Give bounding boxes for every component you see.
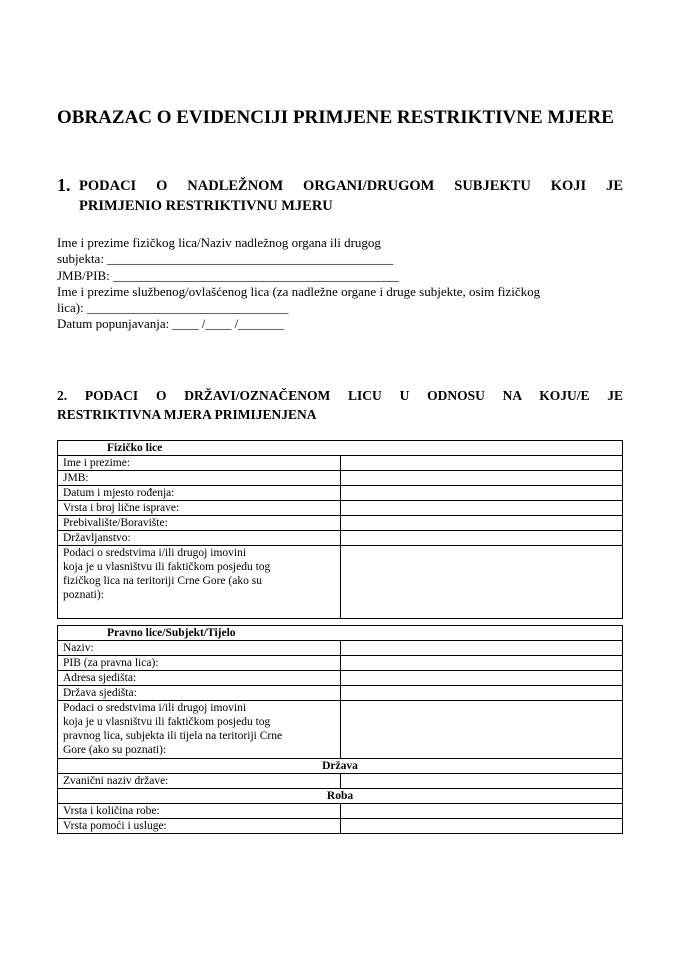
- fizicko-lice-header: Fizičko lice: [58, 441, 623, 456]
- imovina-line: pravnog lica, subjekta ili tijela na teritoriji Crne: [63, 730, 283, 742]
- field-date[interactable]: Datum popunjavanja: ____ /____ /_______: [57, 316, 284, 332]
- row-label: Prebivalište/Boravište:: [58, 516, 341, 531]
- field-official-line-1: Ime i prezime službenog/ovlašćenog lica (za nadležne organe i druge subjekte, osim fizičkog: [57, 283, 541, 299]
- table-group-header: [58, 441, 623, 456]
- row-value[interactable]: [341, 501, 623, 516]
- section-1-line-2: PRIMJENIO RESTRIKTIVNU MJERU: [79, 198, 333, 214]
- row-label: Država sjedišta:: [58, 686, 341, 701]
- table-row: [58, 701, 623, 759]
- row-label: Naziv:: [58, 641, 341, 656]
- field-official-line-2[interactable]: lica): _______________________________: [57, 300, 289, 316]
- row-label: JMB:: [58, 471, 341, 486]
- section-2-heading: [57, 386, 623, 424]
- table-row: [58, 516, 623, 531]
- row-label: Vrsta i količina robe:: [58, 804, 341, 819]
- table-row: [58, 819, 623, 834]
- table-row: [58, 686, 623, 701]
- field-name-line-1: Ime i prezime fizičkog lica/Naziv nadležnog organa ili drugog: [57, 235, 381, 250]
- section-2-line-1: 2. PODACI O DRŽAVI/OZNAČENOM LICU U ODNOSU NA KOJU/E JE: [57, 388, 623, 403]
- row-value[interactable]: [341, 701, 623, 759]
- table-row: [58, 501, 623, 516]
- row-label: Adresa sjedišta:: [58, 671, 341, 686]
- imovina-line: fizičkog lica na teritoriji Crne Gore (ako su: [63, 575, 262, 587]
- row-value[interactable]: [341, 456, 623, 471]
- table-row: [58, 486, 623, 501]
- section-1-number: 1.: [57, 175, 71, 195]
- imovina-line: poznati):: [63, 589, 104, 601]
- row-label-imovina: [58, 546, 341, 619]
- row-label: PIB (za pravna lica):: [58, 656, 341, 671]
- row-value[interactable]: [341, 671, 623, 686]
- submitter-fields: [57, 235, 627, 333]
- table-row: [58, 641, 623, 656]
- row-label: Vrsta i broj lične isprave:: [58, 501, 341, 516]
- pravno-lice-header: Pravno lice/Subjekt/Tijelo: [58, 626, 623, 641]
- field-name-line-2[interactable]: subjekta: ____________________________________________: [57, 251, 394, 267]
- section-1-heading: [57, 176, 623, 216]
- imovina-line: Gore (ako su poznati):: [63, 744, 167, 756]
- row-label: Zvanični naziv države:: [58, 774, 341, 789]
- table-row: [58, 774, 623, 789]
- row-value[interactable]: [341, 656, 623, 671]
- row-label: Ime i prezime:: [58, 456, 341, 471]
- row-value[interactable]: [341, 516, 623, 531]
- imovina-line: koja je u vlasništvu ili faktičkom posjedu tog: [63, 561, 271, 573]
- row-value[interactable]: [341, 486, 623, 501]
- row-value[interactable]: [341, 804, 623, 819]
- row-value[interactable]: [341, 686, 623, 701]
- row-label: Vrsta pomoći i usluge:: [58, 819, 341, 834]
- section-1-line-1: PODACI O NADLEŽNOM ORGANI/DRUGOM SUBJEKTU KOJI JE: [79, 178, 623, 194]
- table-row: [58, 546, 623, 619]
- table-row: [58, 456, 623, 471]
- table-group-header: [58, 759, 623, 774]
- imovina-line: Podaci o sredstvima i/ili drugoj imovini: [63, 702, 247, 714]
- row-label: Državljanstvo:: [58, 531, 341, 546]
- table-row: [58, 671, 623, 686]
- imovina-line: Podaci o sredstvima i/ili drugoj imovini: [63, 547, 247, 559]
- field-jmb-pib[interactable]: JMB/PIB: ____________________________________________: [57, 267, 399, 283]
- table-group-header: [58, 626, 623, 641]
- table-spacer: [58, 619, 623, 626]
- row-value[interactable]: [341, 641, 623, 656]
- details-table: [57, 440, 623, 834]
- row-value[interactable]: [341, 531, 623, 546]
- roba-header: Roba: [58, 789, 623, 804]
- table-row: [58, 531, 623, 546]
- row-value[interactable]: [341, 471, 623, 486]
- imovina-line: koja je u vlasništvu ili faktičkom posjedu tog: [63, 716, 271, 728]
- row-value[interactable]: [341, 774, 623, 789]
- table-row: [58, 471, 623, 486]
- row-label: Datum i mjesto rođenja:: [58, 486, 341, 501]
- table-group-header: [58, 789, 623, 804]
- row-value[interactable]: [341, 546, 623, 619]
- row-value[interactable]: [341, 819, 623, 834]
- table-row: [58, 656, 623, 671]
- row-label-imovina: [58, 701, 341, 759]
- table-row: [58, 804, 623, 819]
- section-2-line-2: RESTRIKTIVNA MJERA PRIMIJENJENA: [57, 407, 317, 422]
- form-title: OBRAZAC O EVIDENCIJI PRIMJENE RESTRIKTIVNE MJERE: [57, 107, 614, 128]
- drzava-header: Država: [58, 759, 623, 774]
